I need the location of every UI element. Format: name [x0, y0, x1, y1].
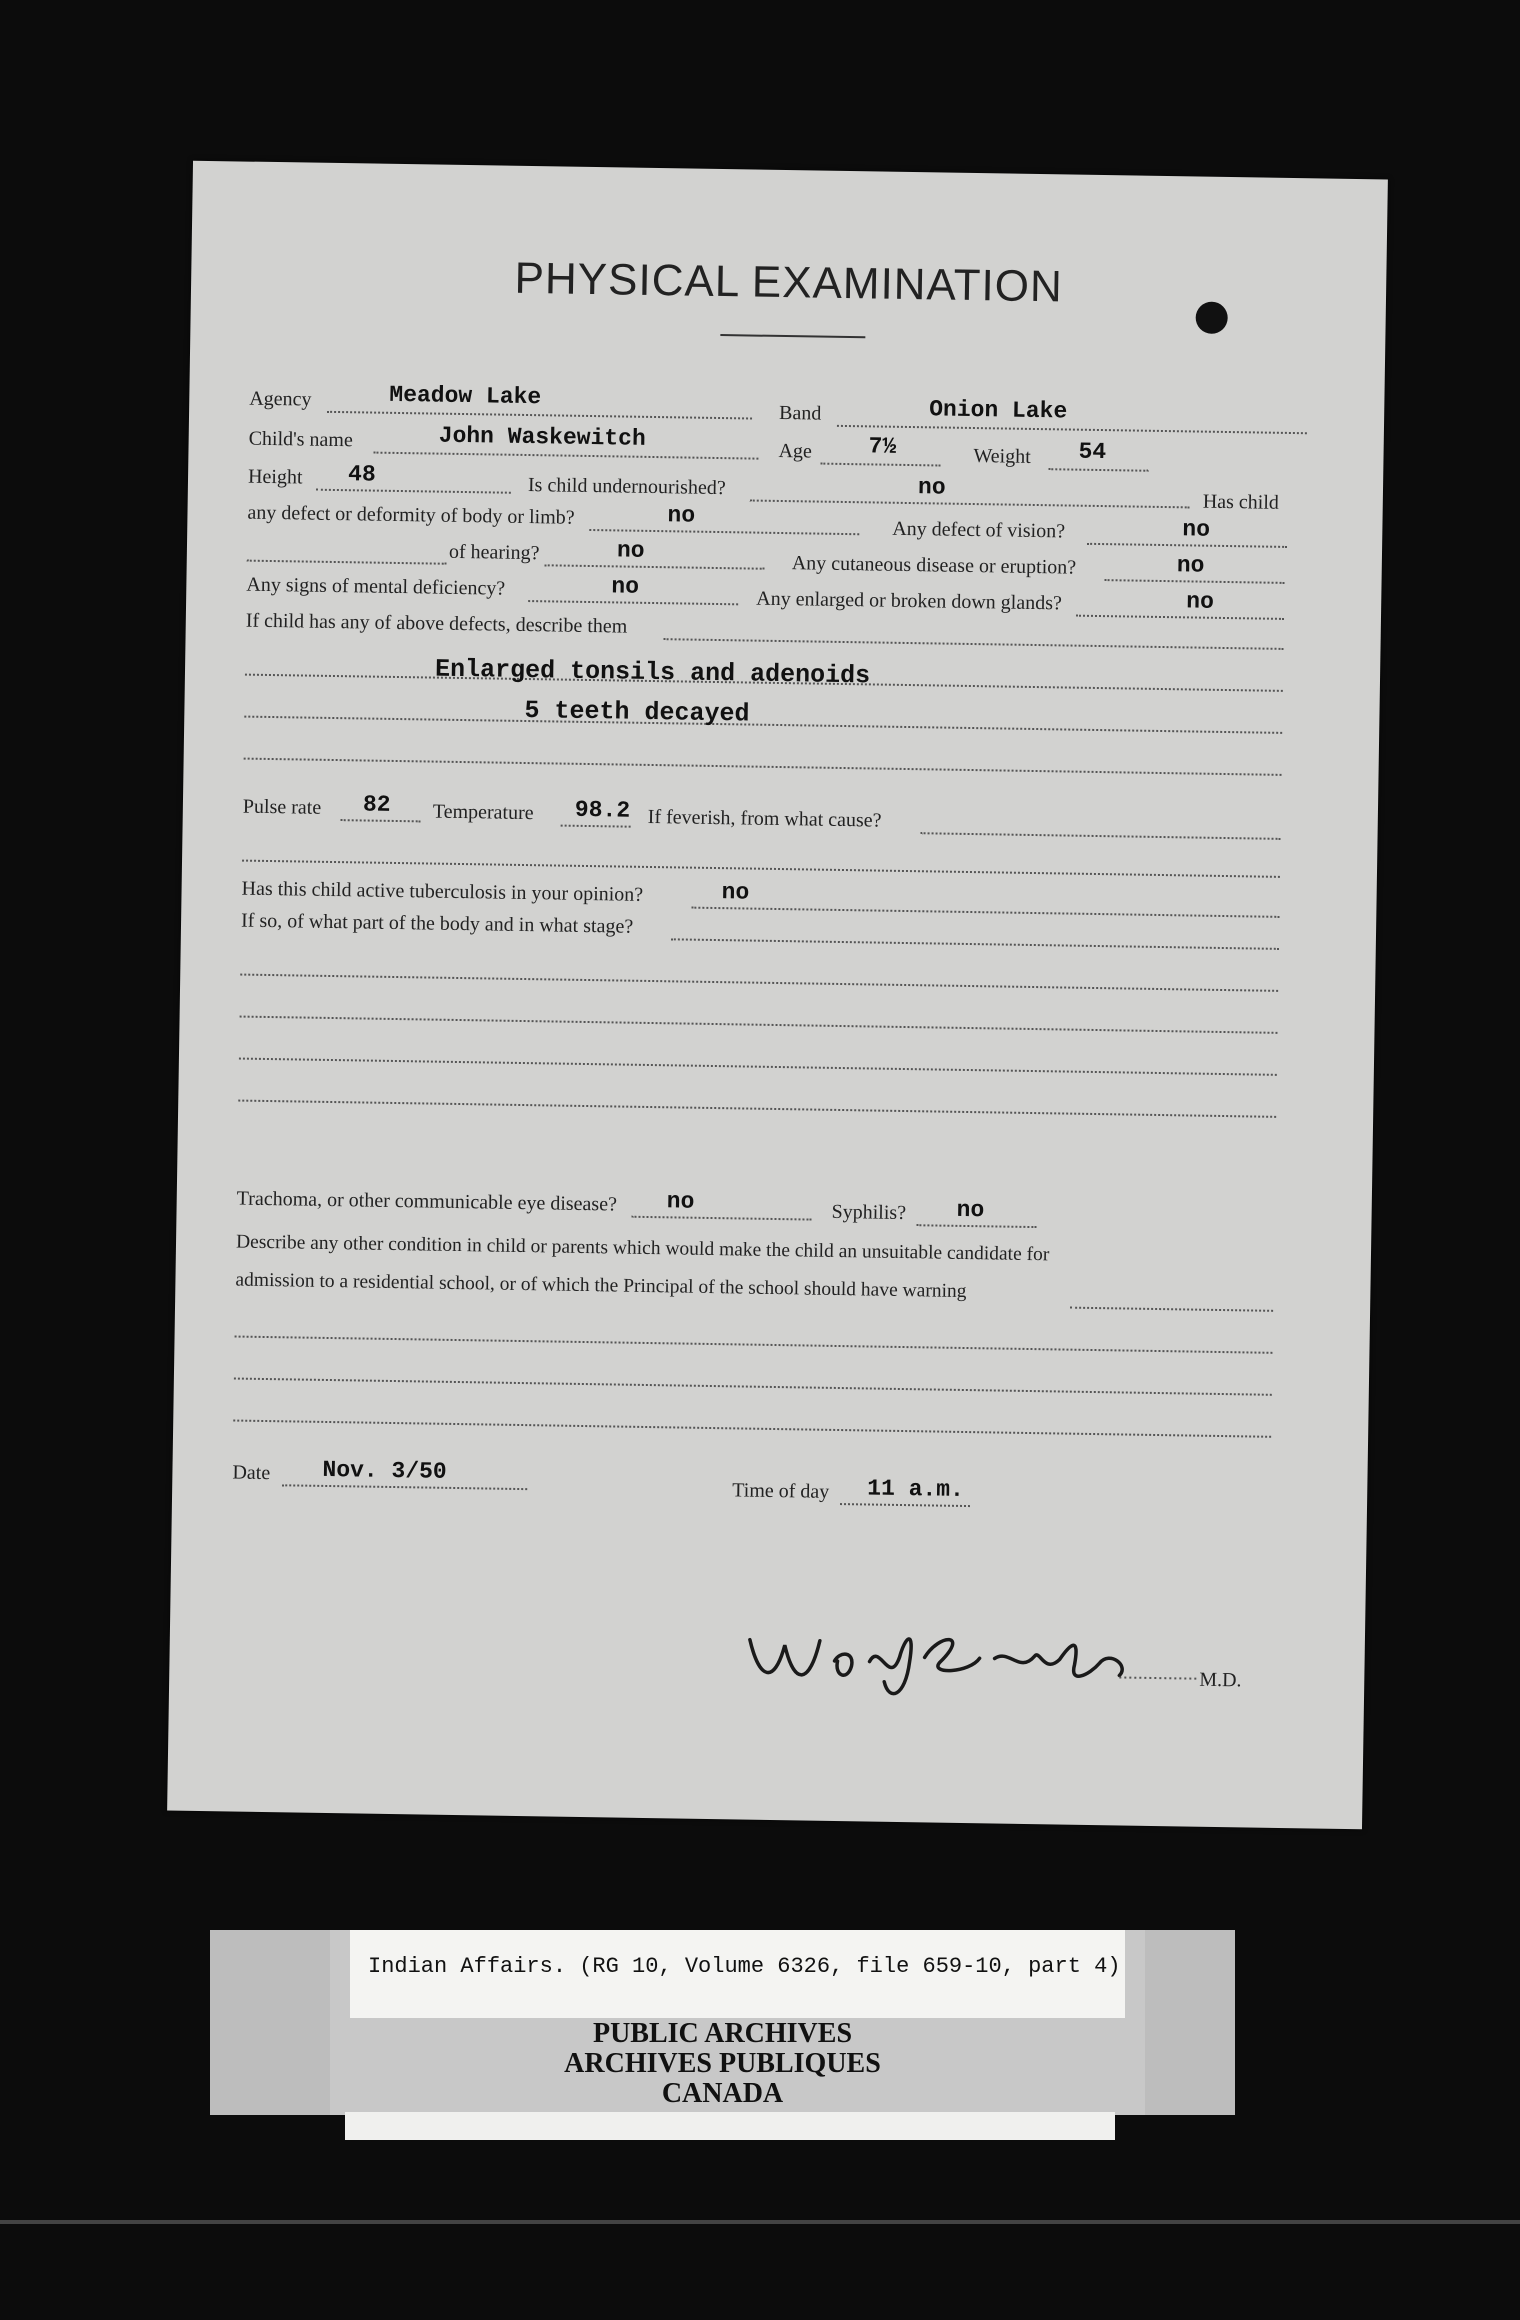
undernourished-value: no: [917, 474, 946, 501]
temperature-label: Temperature: [432, 800, 534, 825]
defects-value-2: 5 teeth decayed: [524, 695, 750, 729]
height-value: 48: [347, 461, 376, 488]
doctor-signature: [739, 1599, 1221, 1717]
other-condition-line1: Describe any other condition in child or parents which would make the child an unsuitable candidate for: [235, 1231, 1050, 1266]
vision-line: [1087, 543, 1287, 548]
age-line: [820, 463, 940, 467]
describe-defects-line: [664, 638, 1284, 650]
feverish-line: [921, 832, 1281, 840]
mental-value: no: [611, 573, 640, 600]
defects-line-3: [244, 758, 1282, 776]
cutaneous-label: Any cutaneous disease or eruption?: [791, 552, 1077, 579]
pulse-extra-line: [242, 860, 1280, 878]
date-label: Date: [232, 1461, 271, 1485]
tb-line-3: [239, 1058, 1277, 1076]
archive-stamp-line3: CANADA: [661, 2078, 784, 2109]
undernourished-line: [750, 500, 1190, 509]
vision-label: Any defect of vision?: [892, 517, 1066, 543]
archive-label-card: [210, 1930, 1235, 2115]
child-name-value: John Waskewitch: [438, 422, 646, 452]
temperature-value: 98.2: [574, 796, 631, 824]
time-value: 11 a.m.: [867, 1475, 965, 1503]
hearing-lead-line: [247, 560, 447, 565]
syphilis-value: no: [956, 1196, 985, 1224]
title-underline: [720, 334, 865, 338]
cutaneous-value: no: [1176, 552, 1205, 579]
time-label: Time of day: [732, 1479, 830, 1503]
scanner-edge-line: [0, 2220, 1520, 2224]
archive-reference: Indian Affairs. (RG 10, Volume 6326, file 659-10, part 4): [368, 1954, 1121, 1979]
other-line-2: [234, 1378, 1272, 1396]
other-line-1: [235, 1336, 1273, 1354]
agency-value: Meadow Lake: [389, 381, 542, 411]
agency-label: Agency: [249, 387, 312, 411]
has-child-label: Has child: [1202, 490, 1280, 514]
other-line-3: [233, 1420, 1271, 1438]
age-label: Age: [778, 439, 813, 463]
hearing-value: no: [616, 537, 645, 564]
hearing-label: of hearing?: [448, 540, 540, 565]
date-value: Nov. 3/50: [322, 1456, 447, 1485]
form-title: PHYSICAL EXAMINATION: [514, 253, 1064, 312]
band-line: [837, 425, 1307, 434]
pulse-line: [341, 819, 421, 822]
deformity-label: any defect or deformity of body or limb?: [247, 501, 575, 529]
child-name-label: Child's name: [248, 427, 353, 452]
temperature-line: [561, 825, 631, 828]
height-line: [316, 489, 511, 494]
tb-line: [691, 907, 1279, 918]
examination-form: [167, 161, 1388, 1830]
tb-label: Has this child active tuberculosis in your opinion?: [241, 877, 644, 906]
weight-label: Weight: [973, 445, 1031, 468]
agency-line: [327, 411, 752, 420]
tb-part-line: [671, 938, 1279, 950]
archive-reference-strip: [350, 1930, 1125, 2018]
pulse-value: 82: [362, 791, 391, 818]
trachoma-value: no: [666, 1188, 695, 1215]
tb-value: no: [721, 879, 750, 906]
weight-value: 54: [1078, 438, 1107, 466]
mental-line: [528, 600, 738, 605]
pulse-label: Pulse rate: [242, 795, 322, 819]
trachoma-label: Trachoma, or other communicable eye disease?: [236, 1187, 618, 1216]
other-condition-line: [1070, 1307, 1273, 1312]
child-name-line: [373, 452, 758, 460]
height-label: Height: [247, 465, 303, 489]
defects-value-1: Enlarged tonsils and adenoids: [434, 654, 871, 691]
trachoma-line: [631, 1216, 811, 1221]
mental-label: Any signs of mental deficiency?: [246, 573, 506, 600]
weight-line: [1048, 468, 1148, 472]
glands-value: no: [1186, 588, 1215, 615]
hearing-line: [545, 564, 765, 569]
cutaneous-line: [1105, 579, 1285, 584]
band-value: Onion Lake: [929, 396, 1068, 425]
deformity-line: [589, 529, 859, 535]
feverish-label: If feverish, from what cause?: [647, 805, 882, 832]
undernourished-label: Is child undernourished?: [527, 474, 726, 500]
date-line: [282, 1484, 527, 1490]
tb-line-1: [240, 974, 1278, 992]
other-condition-line2: admission to a residential school, or of which the Principal of the school should have warning: [235, 1269, 967, 1303]
defects-line-2: [244, 716, 1282, 734]
archive-stamp-line2: ARCHIVES PUBLIQUES: [564, 2048, 881, 2079]
age-value: 7½: [868, 433, 897, 460]
time-line: [840, 1503, 970, 1507]
tb-line-4: [238, 1100, 1276, 1118]
tb-line-2: [240, 1016, 1278, 1034]
glands-label: Any enlarged or broken down glands?: [756, 587, 1063, 615]
archive-stamp-line1: PUBLIC ARCHIVES: [592, 2018, 853, 2049]
syphilis-line: [916, 1224, 1036, 1228]
label-bottom-strip: [345, 2112, 1115, 2140]
deformity-value: no: [667, 502, 696, 529]
ink-spot: [1195, 301, 1227, 333]
md-label: M.D.: [1199, 1668, 1242, 1692]
glands-line: [1076, 615, 1284, 620]
tb-part-label: If so, of what part of the body and in what stage?: [240, 909, 634, 938]
band-label: Band: [778, 401, 822, 425]
syphilis-label: Syphilis?: [831, 1200, 907, 1225]
describe-defects-label: If child has any of above defects, describe them: [245, 609, 628, 638]
vision-value: no: [1182, 516, 1211, 543]
